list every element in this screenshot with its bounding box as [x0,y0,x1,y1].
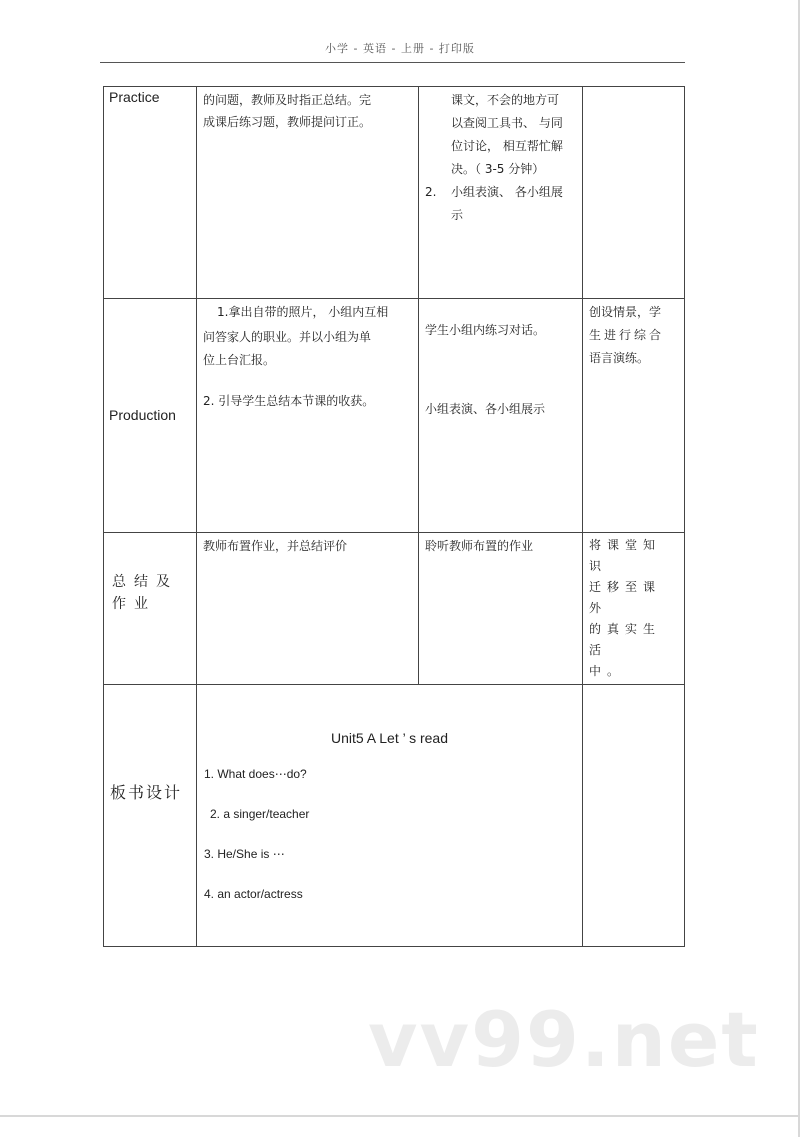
text-line: 课文，不会的地方可 [451,93,560,107]
stage-cell-practice [104,87,197,299]
text-line: 迁移至课外 [589,580,662,615]
board-item: 4. an actor/actress [204,887,303,901]
teacher-activity-cell [197,533,419,685]
text-line: 1.拿出自带的照片， 小组内互相 [217,305,389,319]
stage-label: 板书设计 [110,783,183,802]
text-line: 以查阅工具书、 与同 [451,116,563,130]
stage-cell-production [104,299,197,533]
stage-label: Production [109,407,176,423]
text-line: 的问题，教师及时指正总结。完 [203,93,372,107]
stage-label: Practice [109,89,160,105]
text-line: 成课后练习题，教师提问订正。 [203,115,372,129]
purpose-cell [583,87,685,299]
stage-cell-board [104,685,197,947]
board-content-cell [197,685,583,947]
page-edge [0,1115,800,1117]
text-line: 问答家人的职业。并以小组为单 [203,330,372,344]
page-header: 小学 - 英语 - 上册 - 打印版 [325,42,475,55]
header-divider [100,62,685,63]
text-line: 学生小组内练习对话。 [425,323,546,337]
board-item: 1. What does⋯do? [204,767,307,781]
lesson-plan-table [103,86,685,947]
watermark: vv99.net [368,995,760,1084]
board-item: 2. a singer/teacher [210,807,310,821]
text-line: 的真实生活 [589,622,662,657]
board-title: Unit5 A Let ’ s read [331,730,448,746]
row-practice [104,87,685,299]
text-line: 语言演练。 [589,351,650,365]
text-line: 2. 引导学生总结本节课的收获。 [203,394,375,408]
student-activity-cell [419,533,583,685]
text-line: 聆听教师布置的作业 [425,539,534,553]
purpose-cell [583,685,685,947]
text-line: 位上台汇报。 [203,353,276,367]
teacher-activity-cell [197,299,419,533]
row-board-design [104,685,685,947]
stage-label: 总结及作业 [112,574,178,612]
text-line: 决。（ 3-5 分钟） [451,162,545,176]
purpose-cell [583,299,685,533]
text-line: 中。 [589,664,626,678]
text-line: 位讨论， 相互帮忙解 [451,139,563,153]
text-line: 示 [451,208,464,222]
list-number: 2. [425,185,437,199]
teacher-activity-cell [197,87,419,299]
student-activity-cell [419,87,583,299]
text-line: 将课堂知识 [589,538,662,573]
text-line: 创设情景，学 [589,305,662,319]
text-line: 教师布置作业，并总结评价 [203,539,348,553]
text-line: 小组表演、 各小组展 [451,185,563,199]
row-summary [104,533,685,685]
board-item: 3. He/She is ⋯ [204,847,285,861]
purpose-cell [583,533,685,685]
stage-cell-summary [104,533,197,685]
text-line: 小组表演、各小组展示 [425,402,546,416]
student-activity-cell [419,299,583,533]
row-production [104,299,685,533]
text-line: 生进行综合 [589,328,665,342]
